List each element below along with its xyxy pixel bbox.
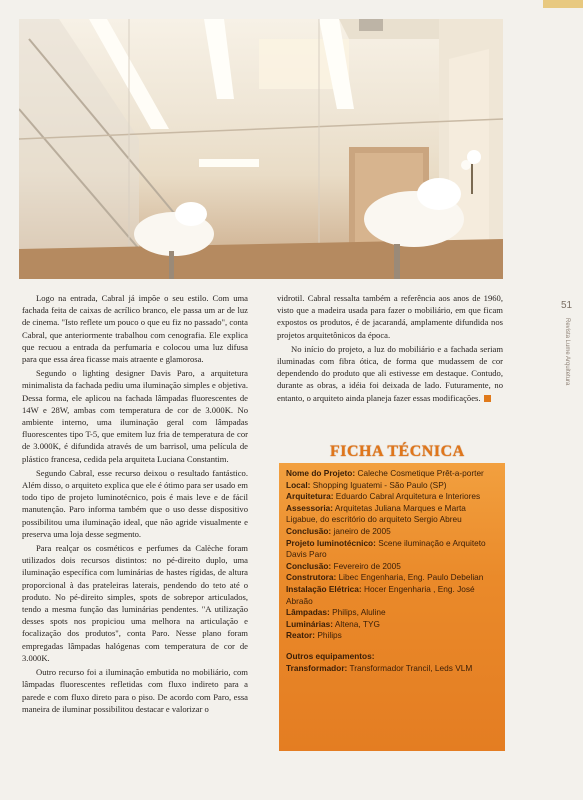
ficha-row [286,491,498,503]
ficha-row-value: Eduardo Cabral Arquitetura e Interiores [335,491,481,502]
article-column-right [277,292,503,406]
corner-accent [543,0,583,8]
ficha-row-value: Fevereiro de 2005 [333,560,401,571]
ficha-row-key: Luminárias: [286,618,334,629]
ficha-row-value: Scene iluminação e Arquiteto Davis Paro [286,537,486,560]
ficha-row [286,572,498,584]
ficha-row-key: Construtora: [286,572,337,583]
ficha-row-value: Libec Engenharia, Eng. Paulo Debelian [338,572,484,583]
ficha-row [286,503,498,526]
ficha-row-value: janeiro de 2005 [333,525,391,536]
article-paragraph: Para realçar os cosméticos e perfumes da Calèche foram utilizados dois recursos distintos: no pé-direito duplo, uma iluminação específica com luminárias de hastes rígidas, de altura proporcional à das prateleiras laterais, pendendo do teto até o produto. No pé-direito simples, spots de sobrepor articulados, tendo a mesma função das luminárias pendentes. "A utilização desses spots nos propiciou uma melhora na articulação e focalização dos produtos", conta Paro. Nesse plano foram empregadas lâmpadas halógenas com temperatura de cor de 3.000K. [22,543,248,663]
ficha-row-key: Local: [286,479,311,490]
ficha-row [286,663,498,675]
page-number: 51 [561,300,573,311]
ficha-row-key: Instalação Elétrica: [286,583,362,594]
ficha-extra-heading: Outros equipamentos: [286,650,375,661]
interior-photo [19,19,503,279]
ficha-row-key: Assessoria: [286,502,334,513]
ficha-row [286,526,498,538]
ficha-tecnica-box [279,463,505,751]
ficha-row-value: Transformador Trancil, Leds VLM [349,662,473,673]
article-paragraph: Outro recurso foi a iluminação embutida no mobiliário, com lâmpadas fluorescentes refletidas com fluxo indireto para a parede e com fluxo direto para o piso. De acordo com Paro, essa maneira de iluminar possibilitou destacar e valorizar o [22,667,248,714]
ficha-row-value: Hocer Engenharia , Eng. José Abraão [286,583,475,606]
ficha-row-key: Nome do Projeto: [286,468,356,478]
article-paragraph: Segundo o lighting designer Davis Paro, a arquitetura minimalista da fachada pediu uma iluminação simples e objetiva. Dessa forma, ele aplicou na fachada lâmpadas fluorescentes de 14W e 28W, ambas com temperatura de cor de 3.000K. No ambiente interno, uma iluminação geral com lâmpadas fluorescentes tipo T-5, que emitem luz fria de temperatura de cor de 3.000K, é difundida através de um barrisol, uma película de plástico francesa, cedida pela arquiteta Luciana Constantim. [22,368,248,464]
ficha-row-key: Conclusão: [286,525,332,536]
ficha-row [286,630,498,642]
ficha-row-value: Philips, Aluline [332,607,386,618]
article-paragraph [277,343,503,404]
ficha-row [286,561,498,573]
ficha-row-key: Conclusão: [286,560,332,571]
article-paragraph-text: No início do projeto, a luz do mobiliário e a fachada seriam iluminadas com fibra ótica, de forma que mudassem de cor dependendo do produto que ali estivesse em destaque. Contudo, durante as obras, a idéia foi deixada de lado. Futuramente, no entanto, o arquiteto ainda planeja fazer essas modificações. [277,343,503,403]
end-of-article-icon [484,395,491,402]
ficha-row [286,468,498,480]
ficha-row [286,480,498,492]
ficha-row-value: Philips [317,630,342,641]
ficha-row-key: Transformador: [286,662,348,673]
ficha-row [286,607,498,619]
ficha-row-value: Caleche Cosmetique Prêt-a-porter [357,468,484,478]
article-paragraph: Segundo Cabral, esse recurso deixou o resultado fantástico. Além disso, o arquiteto explica que ele é ótimo para ser usado em todo tipo de projeto luminotécnico, pois é mais leve e de fácil manutenção. Paro informa também que o uso desse dispositivo possibilitou uma iluminação ideal, que não agride visualmente e preserva uma loja desse segmento. [22,467,248,539]
ficha-row-value: Altena, TYG [334,618,380,629]
article-column-left [22,292,248,717]
ficha-row-key: Projeto luminotécnico: [286,537,376,548]
ficha-row [286,584,498,607]
photo-illustration [19,19,503,279]
side-margin [560,300,572,410]
ficha-row-value: Shopping Iguatemi - São Paulo (SP) [312,479,447,490]
ficha-row-key: Reator: [286,630,316,641]
side-label: Revista Lume Arquitetura [564,318,570,386]
ficha-row-key: Arquitetura: [286,491,334,502]
ficha-row-key: Lâmpadas: [286,607,330,618]
article-paragraph: vidrotil. Cabral ressalta também a referência aos anos de 1960, visto que a madeira usada para fazer o mobiliário, em que ficam expostos os produtos, é de jacarandá, amplamente difundida nos projetos arquitetônicos da época. [277,293,503,340]
ficha-row [286,619,498,631]
ficha-tecnica-title: FICHA TÉCNICA [330,443,465,460]
ficha-rows [286,468,498,642]
spacer [286,642,498,651]
ficha-row-value: Arquitetas Juliana Marques e Marta Ligabue, do escritório do arquiteto Sergio Abreu [286,502,466,525]
ficha-row [286,538,498,561]
ficha-extra-rows [286,663,498,675]
article-paragraph: Logo na entrada, Cabral já impõe o seu estilo. Com uma fachada feita de caixas de acrílico branco, ele passa um ar de luz de cinema. "Isto reflete um pouco o que eu fiz no passado", conta Cabral, que anteriormente trabalhou com cenografia. Ele explica que recuou a entrada da perfumaria e colocou uma luz difusa para que essa área ficasse mais atraente e glamorosa. [22,293,248,365]
